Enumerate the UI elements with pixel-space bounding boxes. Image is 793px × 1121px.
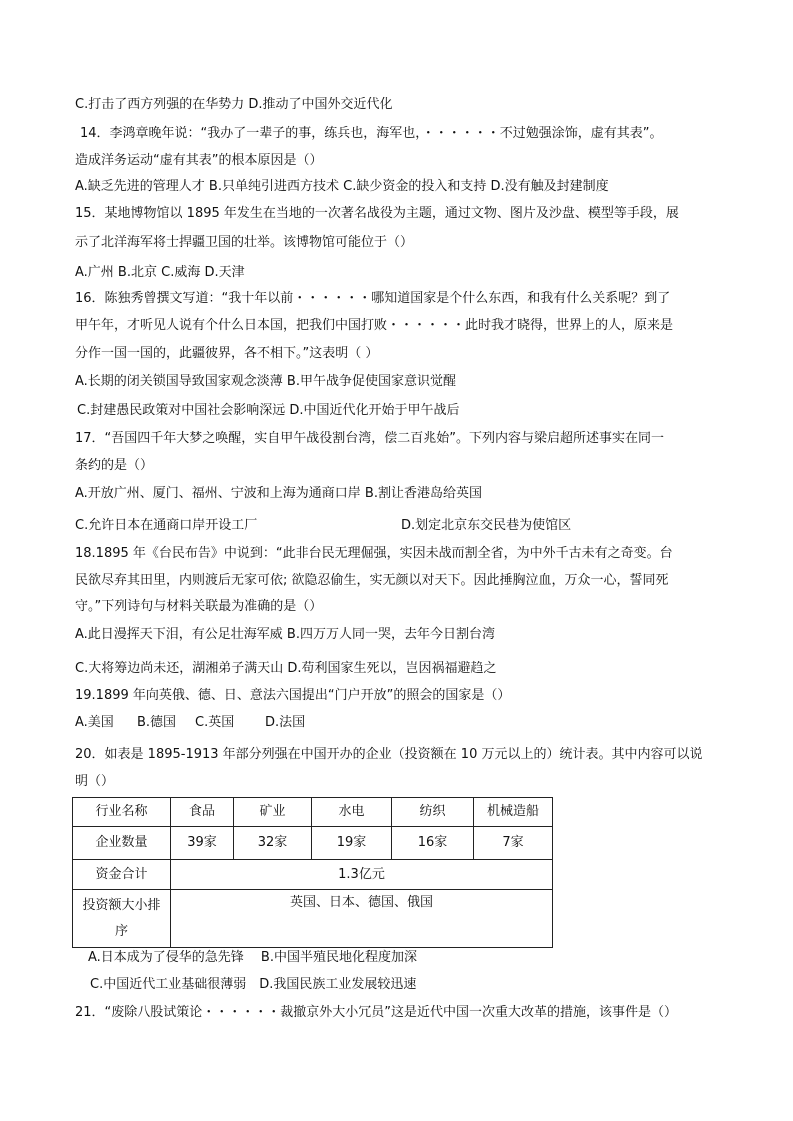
table-cell: 32家 (234, 827, 312, 860)
q16-stem-line2: 甲午年，才听见人说有个什么日本国，把我们中国打败・・・・・・此时我才晓得，世界上的人，原来是 (75, 318, 674, 333)
table-cell: 19家 (312, 827, 392, 860)
q20-options-cd: C.中国近代工业基础很薄弱 D.我国民族工业发展较迅速 (90, 977, 417, 992)
table-row-label (73, 890, 171, 948)
q19-option-c: C.英国 (195, 715, 235, 730)
rank-label-line2: 序 (114, 923, 128, 939)
q18-stem-line1: 18.1895 年《台民布告》中说到：“此非台民无理倔强，实因未战而割全省，为中外千古未有之奇变。台 (75, 546, 673, 561)
q14-stem-line2: 造成洋务运动“虚有其表”的根本原因是（） (75, 153, 323, 168)
table-cell: 16家 (392, 827, 474, 860)
q17-stem-line1: 17．“吾国四千年大梦之唤醒，实自甲午战役割台湾，偿二百兆始”。下列内容与梁启超所述事实在同一 (75, 431, 665, 446)
q17-options-ab: A.开放广州、厦门、福州、宁波和上海为通商口岸 B.割让香港岛给英国 (75, 486, 482, 501)
table-cell: 39家 (171, 827, 234, 860)
q15-stem-line1: 15．某地博物馆以 1895 年发生在当地的一次著名战役为主题，通过文物、图片及沙盘、模型等手段，展 (75, 206, 679, 221)
table-header-cell: 食品 (171, 798, 234, 827)
table-header-cell: 纺织 (392, 798, 474, 827)
q15-stem-line2: 示了北洋海军将士捍疆卫国的壮举。该博物馆可能位于（） (75, 235, 414, 250)
q19-stem: 19.1899 年向英俄、德、日、意法六国提出“门户开放”的照会的国家是（） (75, 688, 511, 703)
enterprise-stats-table (72, 797, 553, 948)
q14-stem-line1: 14．李鸿章晚年说：“我办了一辈子的事，练兵也，海军也，・・・・・・不过勉强涂饰，虚有其表”。 (80, 126, 663, 141)
q15-options: A.广州 B.北京 C.威海 D.天津 (75, 265, 245, 280)
table-row-header (73, 798, 553, 827)
rank-label-line1: 投资额大小排 (82, 897, 161, 913)
table-header-cell: 机械造船 (474, 798, 553, 827)
q18-stem-line2: 民欲尽弃其田里，内则渡后无家可依; 欲隐忍偷生，实无颜以对天下。因此捶胸泣血，万众一心，誓同死 (75, 573, 669, 588)
q14-options: A.缺乏先进的管理人才 B.只单纯引进西方技术 C.缺少资金的投入和支持 D.没有触及封建制度 (75, 179, 609, 194)
table-row-rank (73, 890, 553, 948)
q18-stem-line3: 守。”下列诗句与材料关联最为准确的是（） (75, 599, 323, 614)
q19-option-a: A.美国 (75, 715, 114, 730)
table-cell: 1.3亿元 (171, 860, 553, 890)
table-cell: 英国、日本、德国、俄国 (171, 890, 553, 948)
q19-option-b: B.德国 (137, 715, 177, 730)
q17-option-d: D.划定北京东交民巷为使馆区 (401, 518, 572, 533)
q18-options-ab: A.此日漫挥天下泪，有公足壮海军威 B.四万万人同一哭，去年今日割台湾 (75, 627, 495, 642)
table-header-cell: 行业名称 (73, 798, 171, 827)
table-row-label: 企业数量 (73, 827, 171, 860)
q20-stem-line2: 明（） (75, 774, 115, 789)
q16-stem-line3: 分作一国一国的，此疆彼界，各不相下。”这表明（ ） (75, 346, 379, 361)
table-cell: 7家 (474, 827, 553, 860)
table-header-cell: 矿业 (234, 798, 312, 827)
table-header-cell: 水电 (312, 798, 392, 827)
q20-stem-line1: 20．如表是 1895-1913 年部分列强在中国开办的企业（投资额在 10 万元以上的）统计表。其中内容可以说 (75, 747, 703, 762)
q21-stem: 21．“废除八股试策论・・・・・・裁撤京外大小冗员”这是近代中国一次重大改革的措施，该事件是（） (75, 1005, 678, 1020)
q16-stem-line1: 16．陈独秀曾撰文写道：“我十年以前・・・・・・哪知道国家是个什么东西，和我有什么关系呢？到了 (75, 291, 671, 306)
table-row-label: 资金合计 (73, 860, 171, 890)
q20-options-ab: A.日本成为了侵华的急先锋 B.中国半殖民地化程度加深 (88, 950, 417, 965)
q16-options-cd: C.封建愚民政策对中国社会影响深远 D.中国近代化开始于甲午战后 (77, 403, 460, 418)
q13-options: C.打击了西方列强的在华势力 D.推动了中国外交近代化 (75, 97, 393, 112)
q19-options (75, 714, 305, 732)
q16-options-ab: A.长期的闭关锁国导致国家观念淡薄 B.甲午战争促使国家意识觉醒 (75, 374, 456, 389)
q19-option-d: D.法国 (265, 715, 306, 730)
q17-stem-line2: 条约的是（） (75, 458, 154, 473)
table-row-funds (73, 860, 553, 890)
q18-options-cd: C.大将筹边尚未还，湖湘弟子满天山 D.苟利国家生死以，岂因祸福避趋之 (75, 661, 497, 676)
table-row-counts (73, 827, 553, 860)
q17-option-c: C.允许日本在通商口岸开设工厂 (75, 518, 258, 533)
